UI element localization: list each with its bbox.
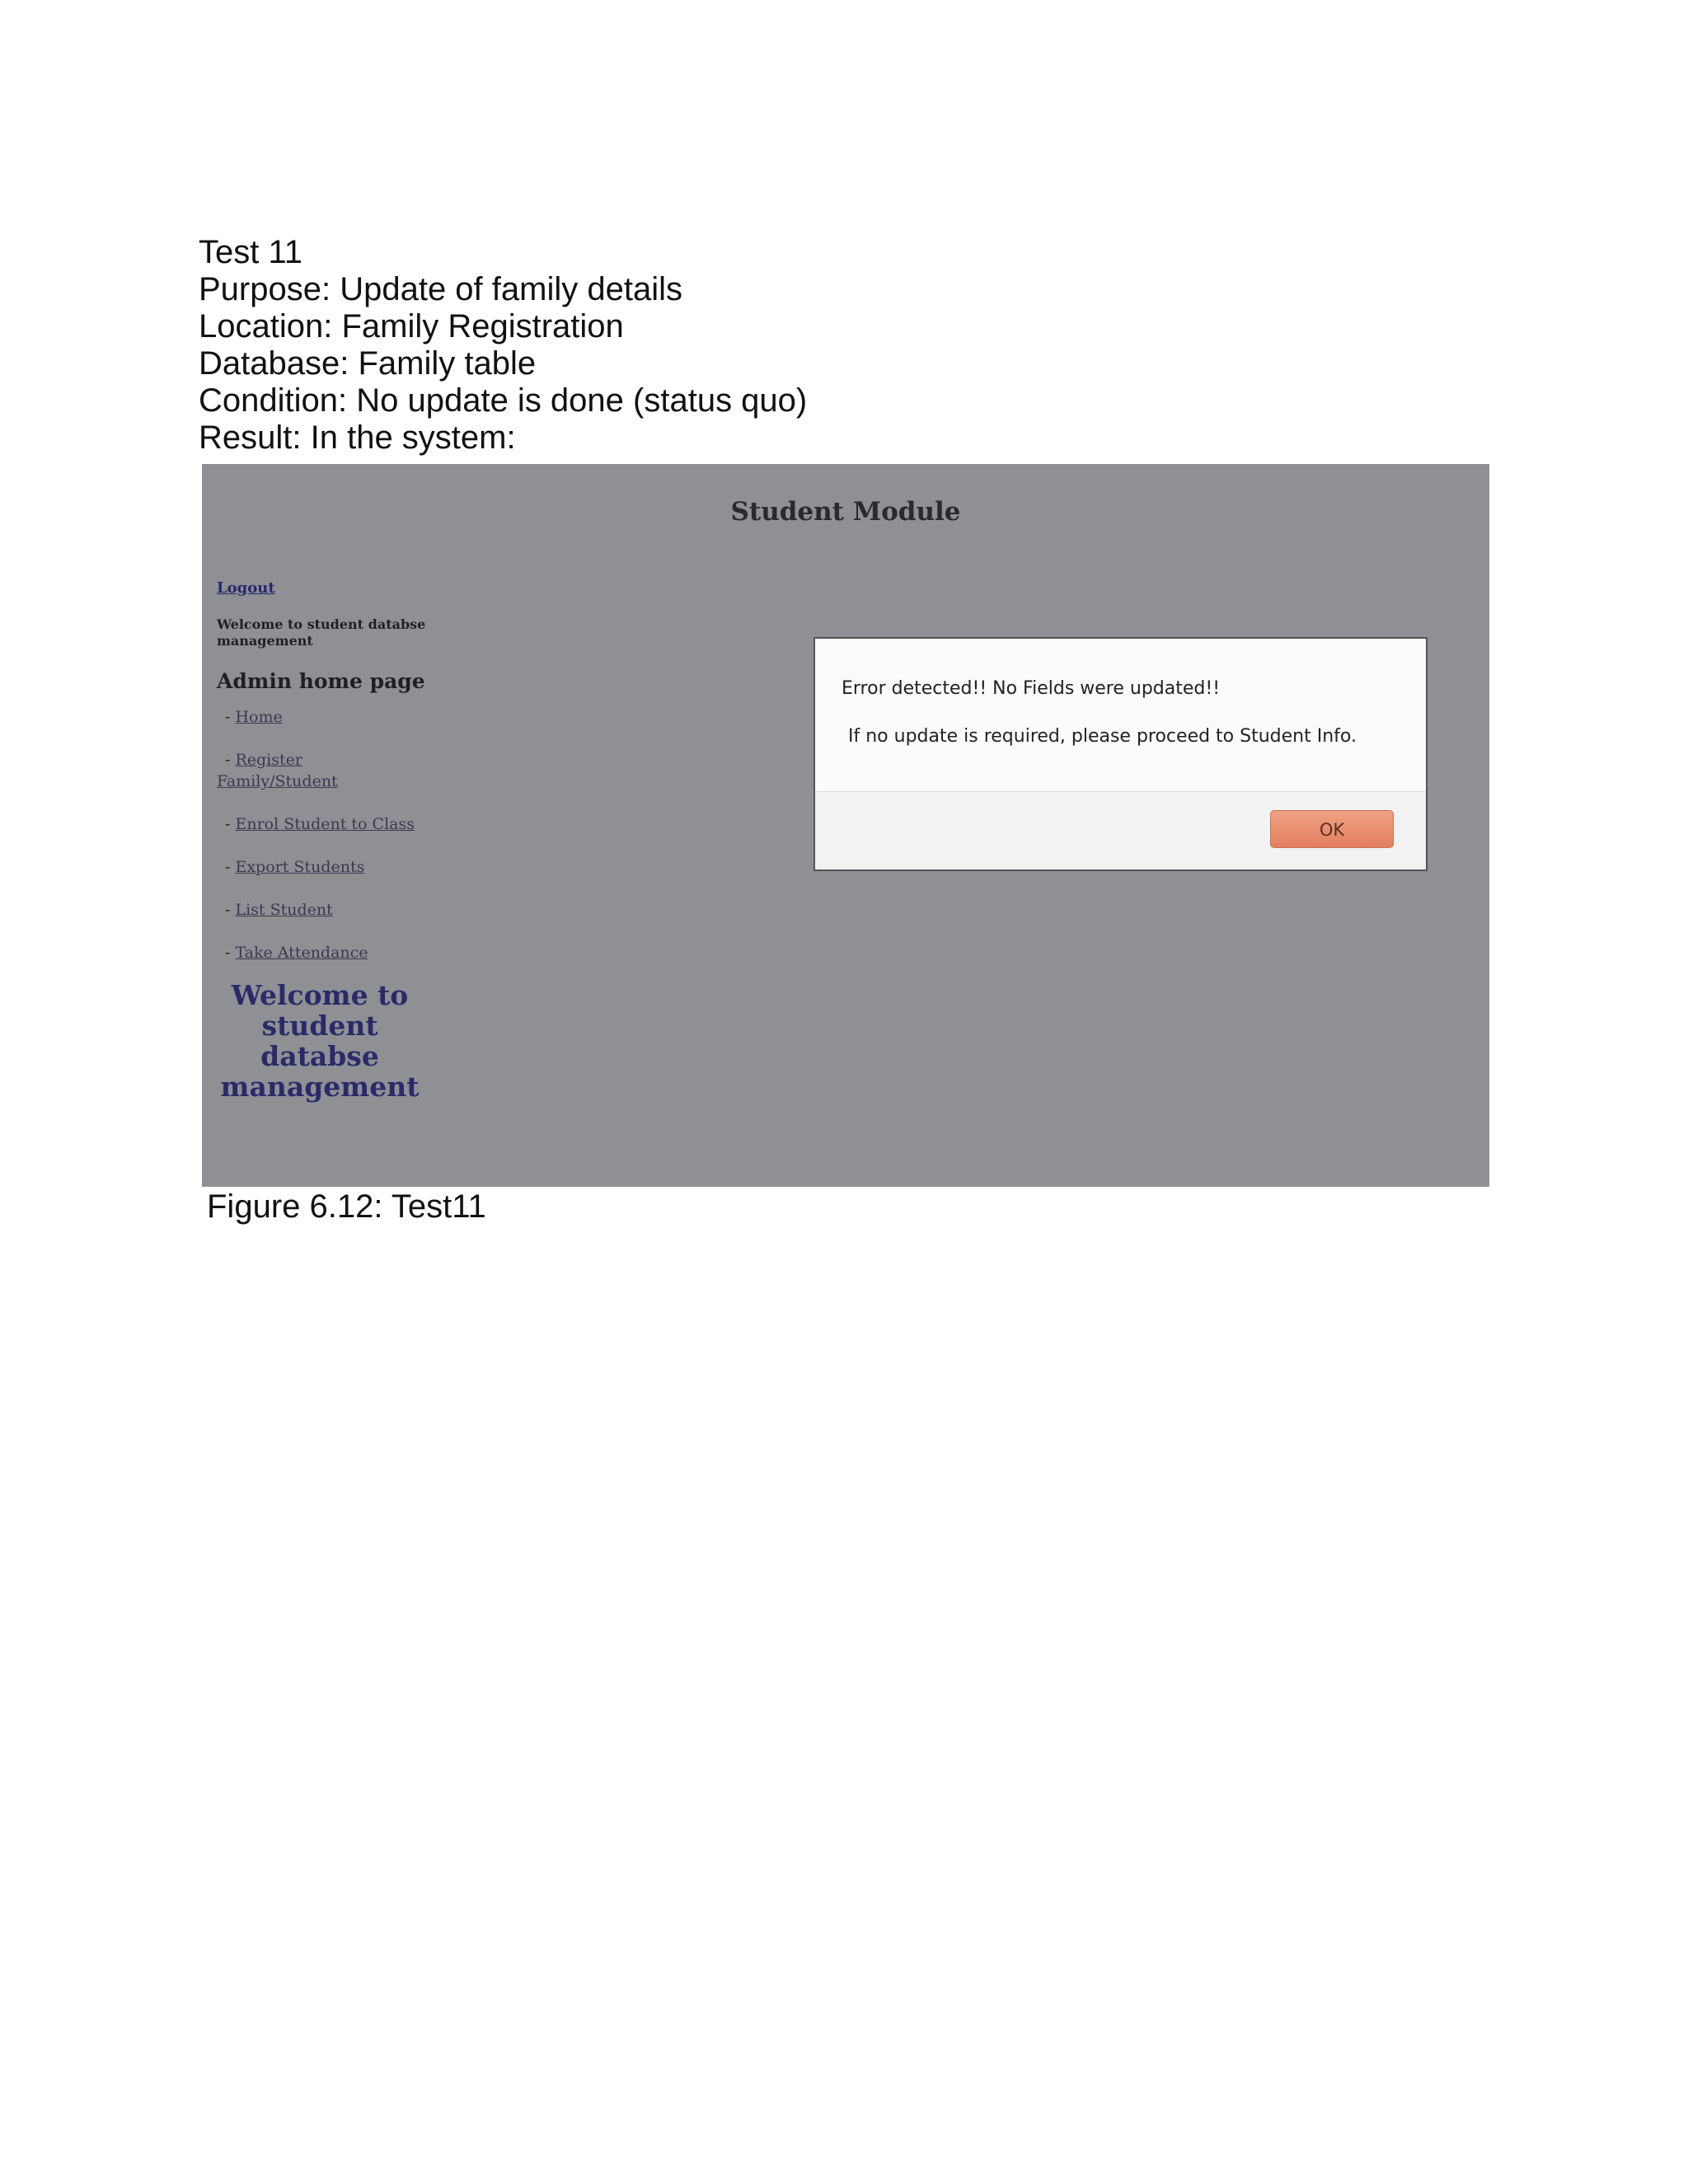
admin-heading: Admin home page: [217, 669, 425, 693]
test-description: [199, 234, 807, 457]
list-student-link[interactable]: List Student: [235, 901, 333, 919]
nav-item-enrol: - Enrol Student to Class: [225, 815, 415, 833]
dialog-info-message: If no update is required, please proceed to Student Info.: [848, 726, 1357, 747]
export-link[interactable]: Export Students: [235, 858, 365, 876]
register-link[interactable]: Register: [235, 751, 302, 769]
attendance-link[interactable]: Take Attendance: [235, 944, 368, 962]
nav-item-list: - List Student: [225, 901, 333, 919]
welcome-text: Welcome to student databse management: [217, 616, 426, 649]
nav-item-home: - Home: [225, 708, 283, 726]
nav-item-register: - Register Family/Student: [217, 749, 464, 792]
test-condition: Condition: No update is done (status quo): [199, 382, 808, 419]
error-dialog: [814, 637, 1428, 871]
logout-link[interactable]: Logout: [217, 579, 275, 597]
home-link[interactable]: Home: [235, 708, 283, 726]
module-title: Student Module: [730, 497, 961, 527]
test-location: Location: Family Registration: [199, 308, 624, 344]
sidebar: [217, 579, 464, 1102]
nav-item-export: - Export Students: [225, 858, 365, 876]
figure-caption: Figure 6.12: Test11: [207, 1188, 486, 1225]
test-database: Database: Family table: [199, 345, 537, 382]
test-title: Test 11: [199, 234, 302, 270]
welcome-banner: Welcome to student databse management: [220, 979, 420, 1103]
test-result: Result: In the system:: [199, 419, 516, 456]
enrol-link[interactable]: Enrol Student to Class: [235, 815, 415, 833]
nav-item-attendance: - Take Attendance: [225, 944, 368, 962]
register-link-cont[interactable]: Family/Student: [217, 772, 338, 790]
test-purpose: Purpose: Update of family details: [199, 271, 682, 307]
ok-button[interactable]: OK: [1270, 810, 1394, 848]
dialog-body: [815, 639, 1426, 792]
system-screenshot: [202, 464, 1489, 1187]
dialog-error-message: Error detected!! No Fields were updated!!: [842, 678, 1221, 699]
